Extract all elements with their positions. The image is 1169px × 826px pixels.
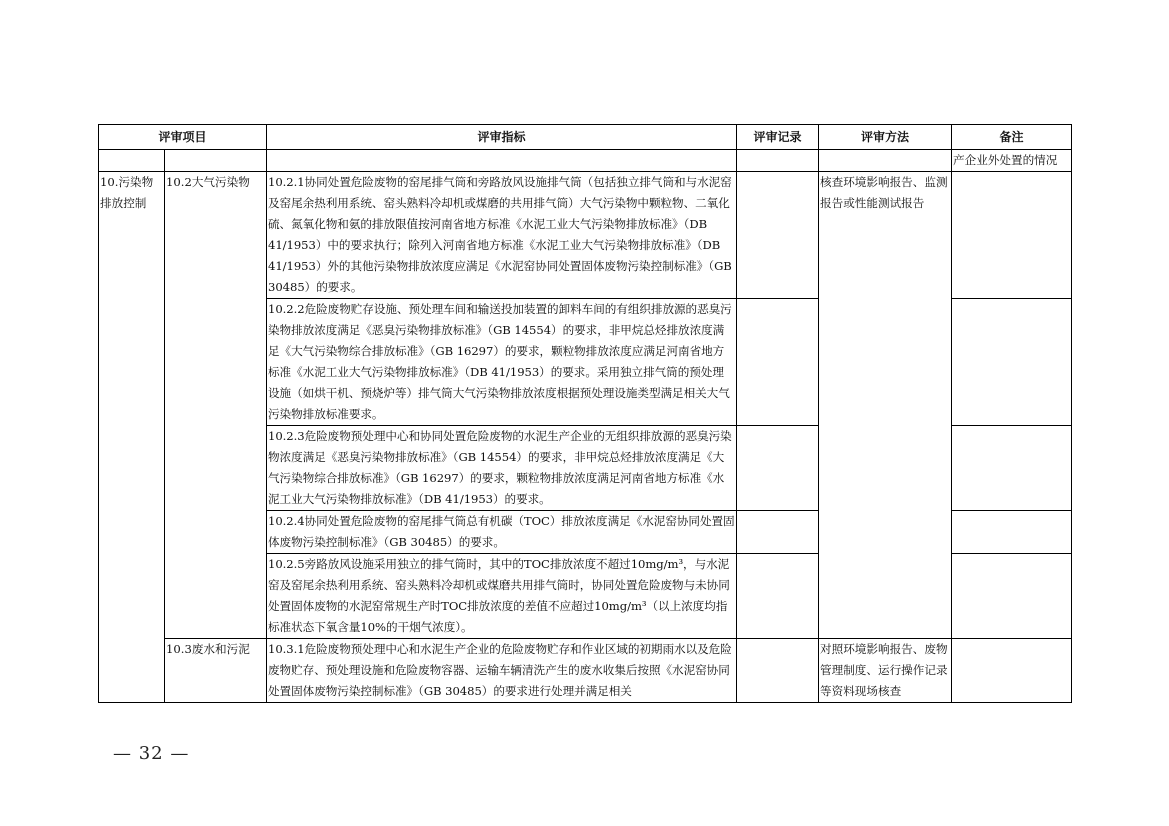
- indicator-cell: 10.2.2危险废物贮存设施、预处理车间和输送投加装置的卸料车间的有组织排放源的恶臭污染物排放浓度满足《恶臭污染物排放标准》（GB 14554）的要求，非甲烷总烃排放浓度满足《大气污染物综合排放标准》（GB 16297）的要求，颗粒物排放浓度应满足河南省地方标准《水泥工业大气污染物排放标准》（DB 41/1953）的要求。采用独立排气筒的预处理设施（如烘干机、预烧炉等）排气筒大气污染物排放浓度根据预处理设施类型满足相关大气污染物排放标准要求。: [267, 299, 737, 426]
- record-cell[interactable]: [737, 426, 819, 511]
- level2-category: [165, 639, 267, 703]
- review-table: [98, 124, 1072, 703]
- level1-category: [99, 172, 165, 703]
- remark-cell: [952, 172, 1072, 299]
- table-row: [99, 172, 1072, 299]
- table-row: [99, 639, 1072, 703]
- method-cell: 核查环境影响报告、监测报告或性能测试报告: [819, 172, 952, 639]
- remark-cell: [952, 426, 1072, 511]
- cell-empty: [165, 150, 267, 172]
- record-cell[interactable]: [737, 554, 819, 639]
- indicator-cell: 10.2.1协同处置危险废物的窑尾排气筒和旁路放风设施排气筒（包括独立排气筒和与水泥窑及窑尾余热利用系统、窑头熟料冷却机或煤磨的共用排气筒）大气污染物中颗粒物、二氧化硫、氮氧化物和氨的排放限值按河南省地方标准《水泥工业大气污染物排放标准》（DB 41/1953）中的要求执行；除列入河南省地方标准《水泥工业大气污染物排放标准》（DB 41/1953）外的其他污染物排放浓度应满足《水泥窑协同处置固体废物污染控制标准》（GB 30485）的要求。: [267, 172, 737, 299]
- record-cell[interactable]: [737, 299, 819, 426]
- remark-cell: [952, 554, 1072, 639]
- indicator-cell: 10.3.1危险废物预处理中心和水泥生产企业的危险废物贮存和作业区域的初期雨水以及危险废物贮存、预处理设施和危险废物容器、运输车辆清洗产生的废水收集后按照《水泥窑协同处置固体废物污染控制标准》（GB 30485）的要求进行处理并满足相关: [267, 639, 737, 703]
- header-method: 评审方法: [819, 125, 952, 150]
- header-indicator: 评审指标: [267, 125, 737, 150]
- method-cell: 对照环境影响报告、废物管理制度、运行操作记录等资料现场核查: [819, 639, 952, 703]
- cell-empty: [267, 150, 737, 172]
- record-cell[interactable]: [737, 511, 819, 554]
- remark-cell: [952, 511, 1072, 554]
- continued-row: [99, 150, 1072, 172]
- remark-cell: [952, 639, 1072, 703]
- table-header-row: [99, 125, 1072, 150]
- level2-category-label: 10.2大气污染物: [166, 175, 250, 189]
- record-cell[interactable]: [737, 172, 819, 299]
- indicator-cell: 10.2.3危险废物预处理中心和协同处置危险废物的水泥生产企业的无组织排放源的恶臭污染物浓度满足《恶臭污染物排放标准》（GB 14554）的要求，非甲烷总烃排放浓度满足《大气污染物综合排放标准》（GB 16297）的要求，颗粒物排放浓度满足河南省地方标准《水泥工业大气污染物排放标准》（DB 41/1953）的要求。: [267, 426, 737, 511]
- header-remark: 备注: [952, 125, 1072, 150]
- remark-cell: [952, 299, 1072, 426]
- cell-empty: [819, 150, 952, 172]
- header-record: 评审记录: [737, 125, 819, 150]
- level2-category: [165, 172, 267, 639]
- remark-cell: 产企业外处置的情况: [952, 150, 1072, 172]
- header-item: 评审项目: [99, 125, 267, 150]
- level2-category-label: 10.3废水和污泥: [166, 642, 250, 656]
- indicator-cell: 10.2.4协同处置危险废物的窑尾排气筒总有机碳（TOC）排放浓度满足《水泥窑协同处置固体废物污染控制标准》（GB 30485）的要求。: [267, 511, 737, 554]
- cell-empty: [737, 150, 819, 172]
- indicator-cell: 10.2.5旁路放风设施采用独立的排气筒时，其中的TOC排放浓度不超过10mg/m³，与水泥窑及窑尾余热利用系统、窑头熟料冷却机或煤磨共用排气筒时，协同处置危险废物与未协同处置固体废物的水泥窑常规生产时TOC排放浓度的差值不应超过10mg/m³（以上浓度均指标准状态下氧含量10%的干烟气浓度）。: [267, 554, 737, 639]
- level1-category-label: 10.污染物排放控制: [100, 175, 154, 210]
- record-cell[interactable]: [737, 639, 819, 703]
- cell-empty: [99, 150, 165, 172]
- page-number: — 32 —: [113, 743, 190, 764]
